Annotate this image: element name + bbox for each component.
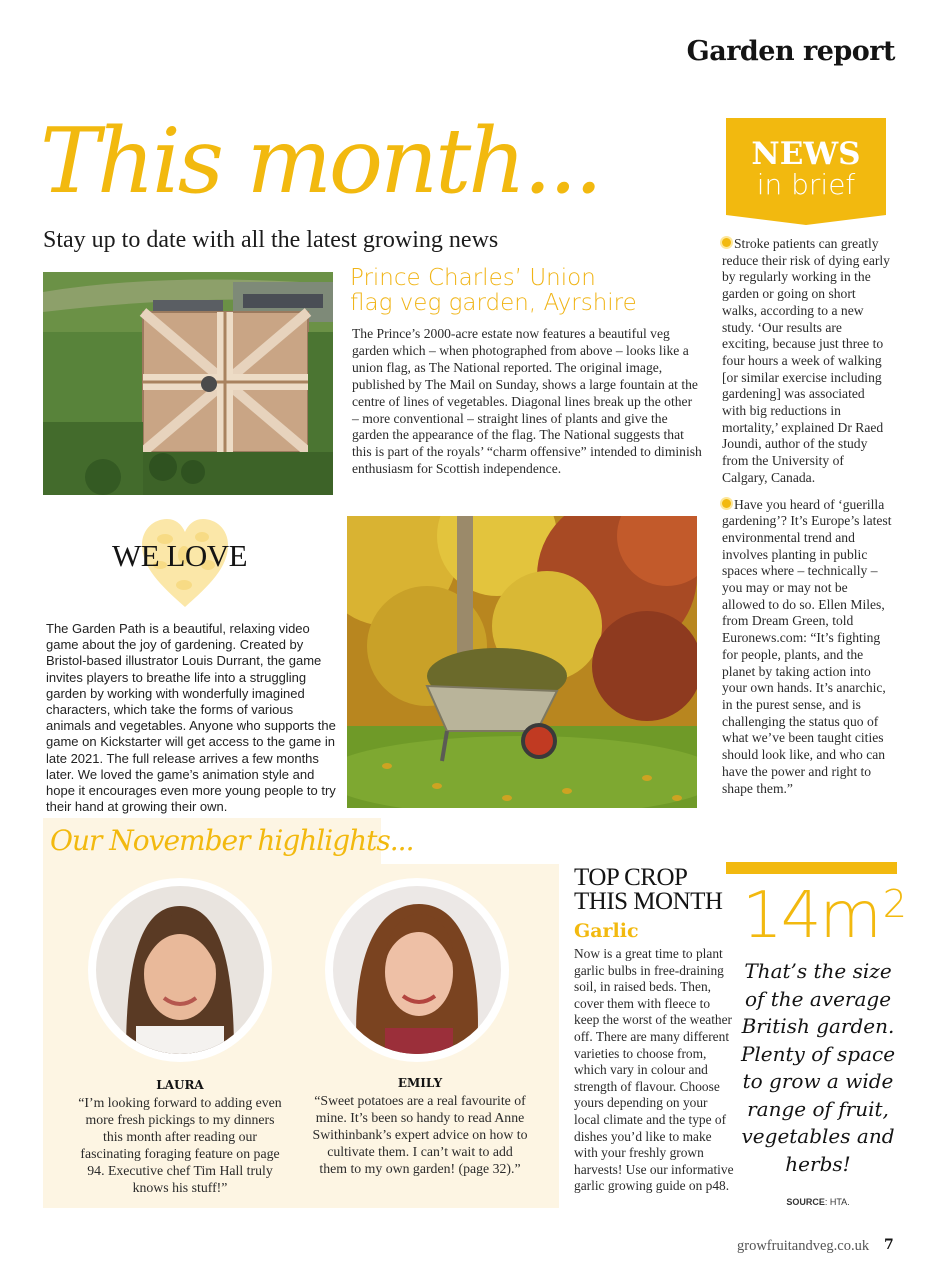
person-quote: “I’m looking forward to adding even more fresh pickings to my dinners this month after reading our fascinating foraging feature on page 94. Executive chef Tim Hall truly knows his stuff!”	[78, 1095, 282, 1195]
top-crop-name: Garlic	[574, 920, 639, 942]
news-in-brief-badge	[726, 118, 886, 225]
section-title: Garden report	[686, 36, 895, 67]
story-body: The Prince’s 2000-acre estate now features a beautiful veg garden which – when photographed from above – looks like a union flag, as The National reported. The original image, published by The Mail on Sunday, shows a large fountain at the centre of lines of vegetables. Diagonal lines break up the other – more conventional – straight lines of plants and give the garden the appearance of the flag. The National suggests that this is part of the royals’ “charm offensive” intended to diminish enthusiasm for Scottish independence.	[352, 326, 702, 477]
emily-portrait	[333, 886, 501, 1054]
top-crop-title	[574, 866, 744, 914]
news-item-text: Stroke patients can greatly reduce their risk of dying early by regularly working in the garden or going on short walks, according to a new study. ‘Our results are exciting, because just three to four hours a week of walking [or similar exercise including gardening] was associated with big reductions in mortality,’ explained Dr Raed Joundi, author of the study from the University of Calgary, Canada.	[722, 236, 890, 485]
bullet-icon	[722, 499, 731, 508]
top-crop-title-line: TOP CROP	[574, 864, 688, 891]
laura-portrait	[96, 886, 264, 1054]
news-item	[722, 497, 892, 798]
person-quote: “Sweet potatoes are a real favourite of mine. It’s been so handy to read Anne Swithinbank’s expert advice on how to cultivate them. I can’t wait to add them to my own garden! (page 32).”	[312, 1093, 528, 1176]
page-title: This month...	[40, 109, 601, 214]
stat-number: 14m	[742, 879, 880, 953]
top-crop-body: Now is a great time to plant garlic bulbs in free-draining soil, in raised beds. Then, cover them with fleece to keep the worst of the weather off. There are many different varieties to choose from, which vary in colour and strength of flavour. Choose yours depending on your local climate and the type of dishes you’d like to make with your freshly grown harvests! Use our informative garlic growing guide on p48.	[574, 946, 734, 1194]
person-name: LAURA	[156, 1078, 204, 1092]
news-item-text: Have you heard of ‘guerilla gardening’? It’s Europe’s latest environmental trend and involves planting in public spaces where – technically – you may or may not be allowed to do so. Ellen Miles, from Dream Green, told Euronews.com: “It’s fighting for people, plants, and the planet by taking action into your own hands. It’s anarchic, in the purest sense, and is challenging the status quo of what we’ve been taught cities should look like, and who can have the power and right to shape them.”	[722, 496, 892, 796]
highlights-title: Our November highlights...	[50, 824, 414, 857]
news-item	[722, 236, 892, 487]
page-subtitle: Stay up to date with all the latest growing news	[43, 227, 499, 253]
stat-divider	[726, 862, 897, 874]
aerial-garden-photo	[43, 272, 333, 495]
news-badge-title: NEWS	[751, 136, 861, 172]
source-value: : HTA.	[824, 1197, 850, 1207]
stat-source	[738, 1197, 898, 1207]
avatar	[88, 878, 272, 1062]
avatar	[325, 878, 509, 1062]
page-number: 7	[884, 1237, 894, 1253]
source-label: SOURCE	[786, 1197, 825, 1207]
stat-exponent: 2	[882, 882, 905, 926]
headline-line: Prince Charles’ Union	[350, 265, 596, 291]
news-badge-subtitle: in brief	[756, 168, 856, 201]
person-name: EMILY	[397, 1076, 443, 1090]
stat-value	[742, 878, 905, 955]
we-love-title: WE LOVE	[112, 538, 248, 573]
footer-url: growfruitandveg.co.uk	[737, 1238, 870, 1254]
news-list	[722, 236, 892, 807]
story-headline	[350, 266, 650, 316]
we-love-body: The Garden Path is a beautiful, relaxing video game about the joy of gardening. Created by Bristol-based illustrator Louis Durrant, the game invites players to breathe life into a struggling garden by working with wonderfully imagined characters, which take the forms of various animals and vegetables. Anyone who supports the game on Kickstarter will get access to the game in late 2021. The full release arrives a few months later. We loved the game’s animation style and hope it encourages even more young people to try their hand at growing their own.	[46, 621, 336, 815]
headline-line: flag veg garden, Ayrshire	[350, 290, 637, 316]
stat-caption: That’s the size of the average British garden. Plenty of space to grow a wide range of fruit, vegetables and herbs!	[740, 959, 896, 1176]
wheelbarrow-photo	[347, 516, 697, 808]
bullet-icon	[722, 238, 731, 247]
top-crop-title-line: THIS MONTH	[574, 888, 723, 915]
